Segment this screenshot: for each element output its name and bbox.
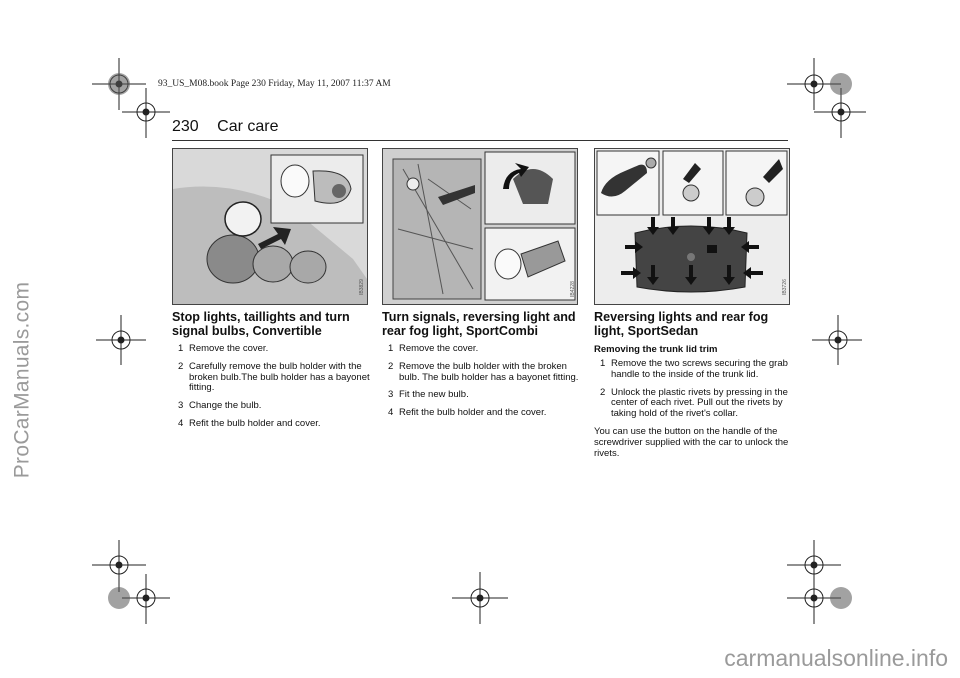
steps-list	[594, 359, 790, 420]
section-heading: Turn signals, reversing light and rear fog light, SportCombi	[382, 310, 576, 338]
figure-sportsedan-trunk	[594, 148, 790, 305]
step-item: 4 Refit the bulb holder and the cover.	[388, 407, 547, 419]
section-sportcombi	[382, 310, 588, 426]
side-watermark-text: ProCarManuals.com	[10, 281, 33, 479]
section-title: Car care	[217, 118, 279, 135]
subsection-heading: Removing the trunk lid trim	[594, 344, 718, 355]
side-watermark	[2, 200, 42, 560]
step-item: 3 Fit the new bulb.	[388, 389, 469, 401]
bottom-watermark: carmanualsonline.info	[724, 645, 948, 671]
section-heading: Stop lights, taillights and turn signal bulbs, Convertible	[172, 310, 350, 338]
page-header	[172, 118, 279, 136]
note-paragraph: You can use the button on the handle of the screwdriver supplied with the car to unlock the rivets.	[594, 425, 789, 459]
section-sportsedan	[594, 310, 790, 459]
sportcombi-illustration	[383, 149, 577, 304]
section-heading: Reversing lights and rear fog light, SportSedan	[594, 310, 769, 338]
step-item: 2 Unlock the plastic rivets by pressing in the center of each rivet. Pull out the rivets by taking hold of the rivet's collar.	[600, 386, 788, 420]
book-header: 93_US_M08.book Page 230 Friday, May 11, 2007 11:37 AM	[158, 79, 391, 89]
steps-list	[382, 344, 588, 419]
figure-code: IB4228	[570, 281, 576, 297]
step-item: 4 Refit the bulb holder and cover.	[178, 417, 321, 429]
figure-sportcombi-light	[382, 148, 578, 305]
figure-code: IB3726	[782, 279, 788, 295]
step-item: 1 Remove the two screws securing the grab handle to the inside of the trunk lid.	[600, 358, 788, 380]
taillight-illustration	[173, 149, 367, 304]
step-item: 1 Remove the cover.	[178, 343, 269, 354]
steps-list	[172, 344, 378, 430]
step-item: 2 Carefully remove the bulb holder with the broken bulb.The bulb holder has a bayonet fitting.	[178, 360, 370, 394]
step-item: 3 Change the bulb.	[178, 400, 262, 412]
figure-convertible-taillight	[172, 148, 368, 305]
step-item: 2 Remove the bulb holder with the broken bulb. The bulb holder has a bayonet fitting.	[388, 360, 579, 383]
figure-code: IB3829	[359, 279, 365, 295]
step-item: 1 Remove the cover.	[388, 343, 479, 354]
trunk-lid-illustration	[595, 149, 789, 304]
header-rule	[172, 140, 788, 141]
page-number: 230	[172, 118, 199, 135]
section-convertible	[172, 310, 378, 437]
